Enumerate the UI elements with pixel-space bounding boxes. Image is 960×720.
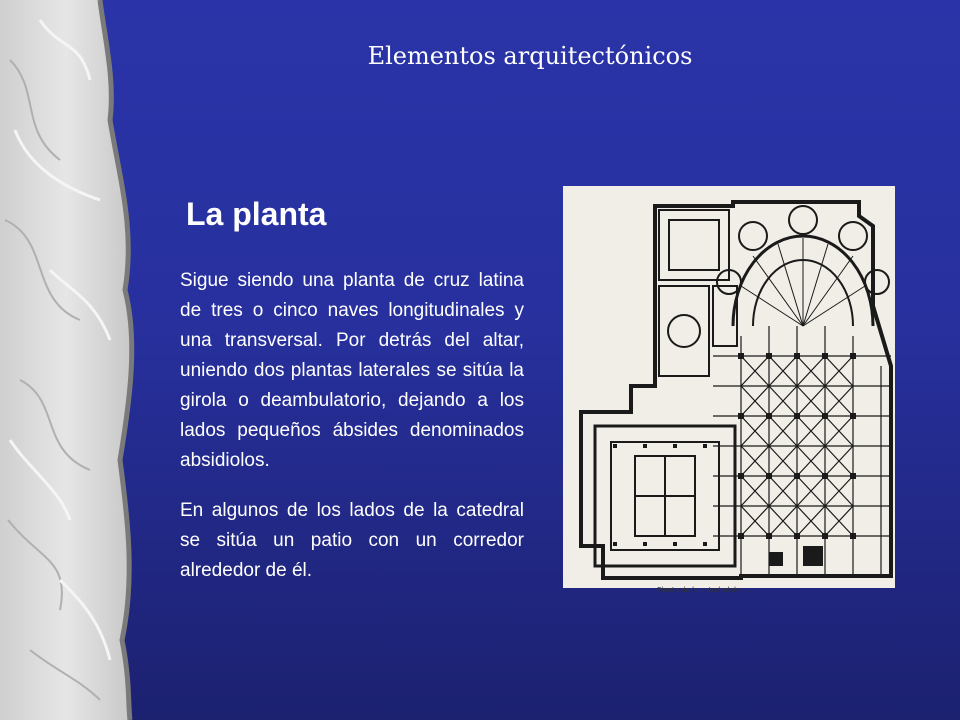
body-text bbox=[180, 266, 524, 606]
section-heading: La planta bbox=[186, 196, 327, 232]
cathedral-floor-plan-image bbox=[563, 186, 895, 588]
marble-border bbox=[0, 0, 150, 720]
floor-plan-drawing bbox=[563, 186, 895, 588]
paragraph-2: En algunos de los lados de la catedral se sitúa un patio con un corredor alrededor de él. bbox=[180, 500, 524, 581]
paragraph-1: Sigue siendo una planta de cruz latina de tres o cinco naves longitudinales y una transversal. Por detrás del altar, uniendo dos plantas laterales se sitúa la girola o deambulatorio, dejando a los lados pequeños ábsides denominados absidiolos. bbox=[180, 270, 524, 471]
floor-plan-caption: Planta de la catedral de ... bbox=[657, 586, 750, 594]
slide-title: Elementos arquitectónicos bbox=[367, 42, 693, 70]
